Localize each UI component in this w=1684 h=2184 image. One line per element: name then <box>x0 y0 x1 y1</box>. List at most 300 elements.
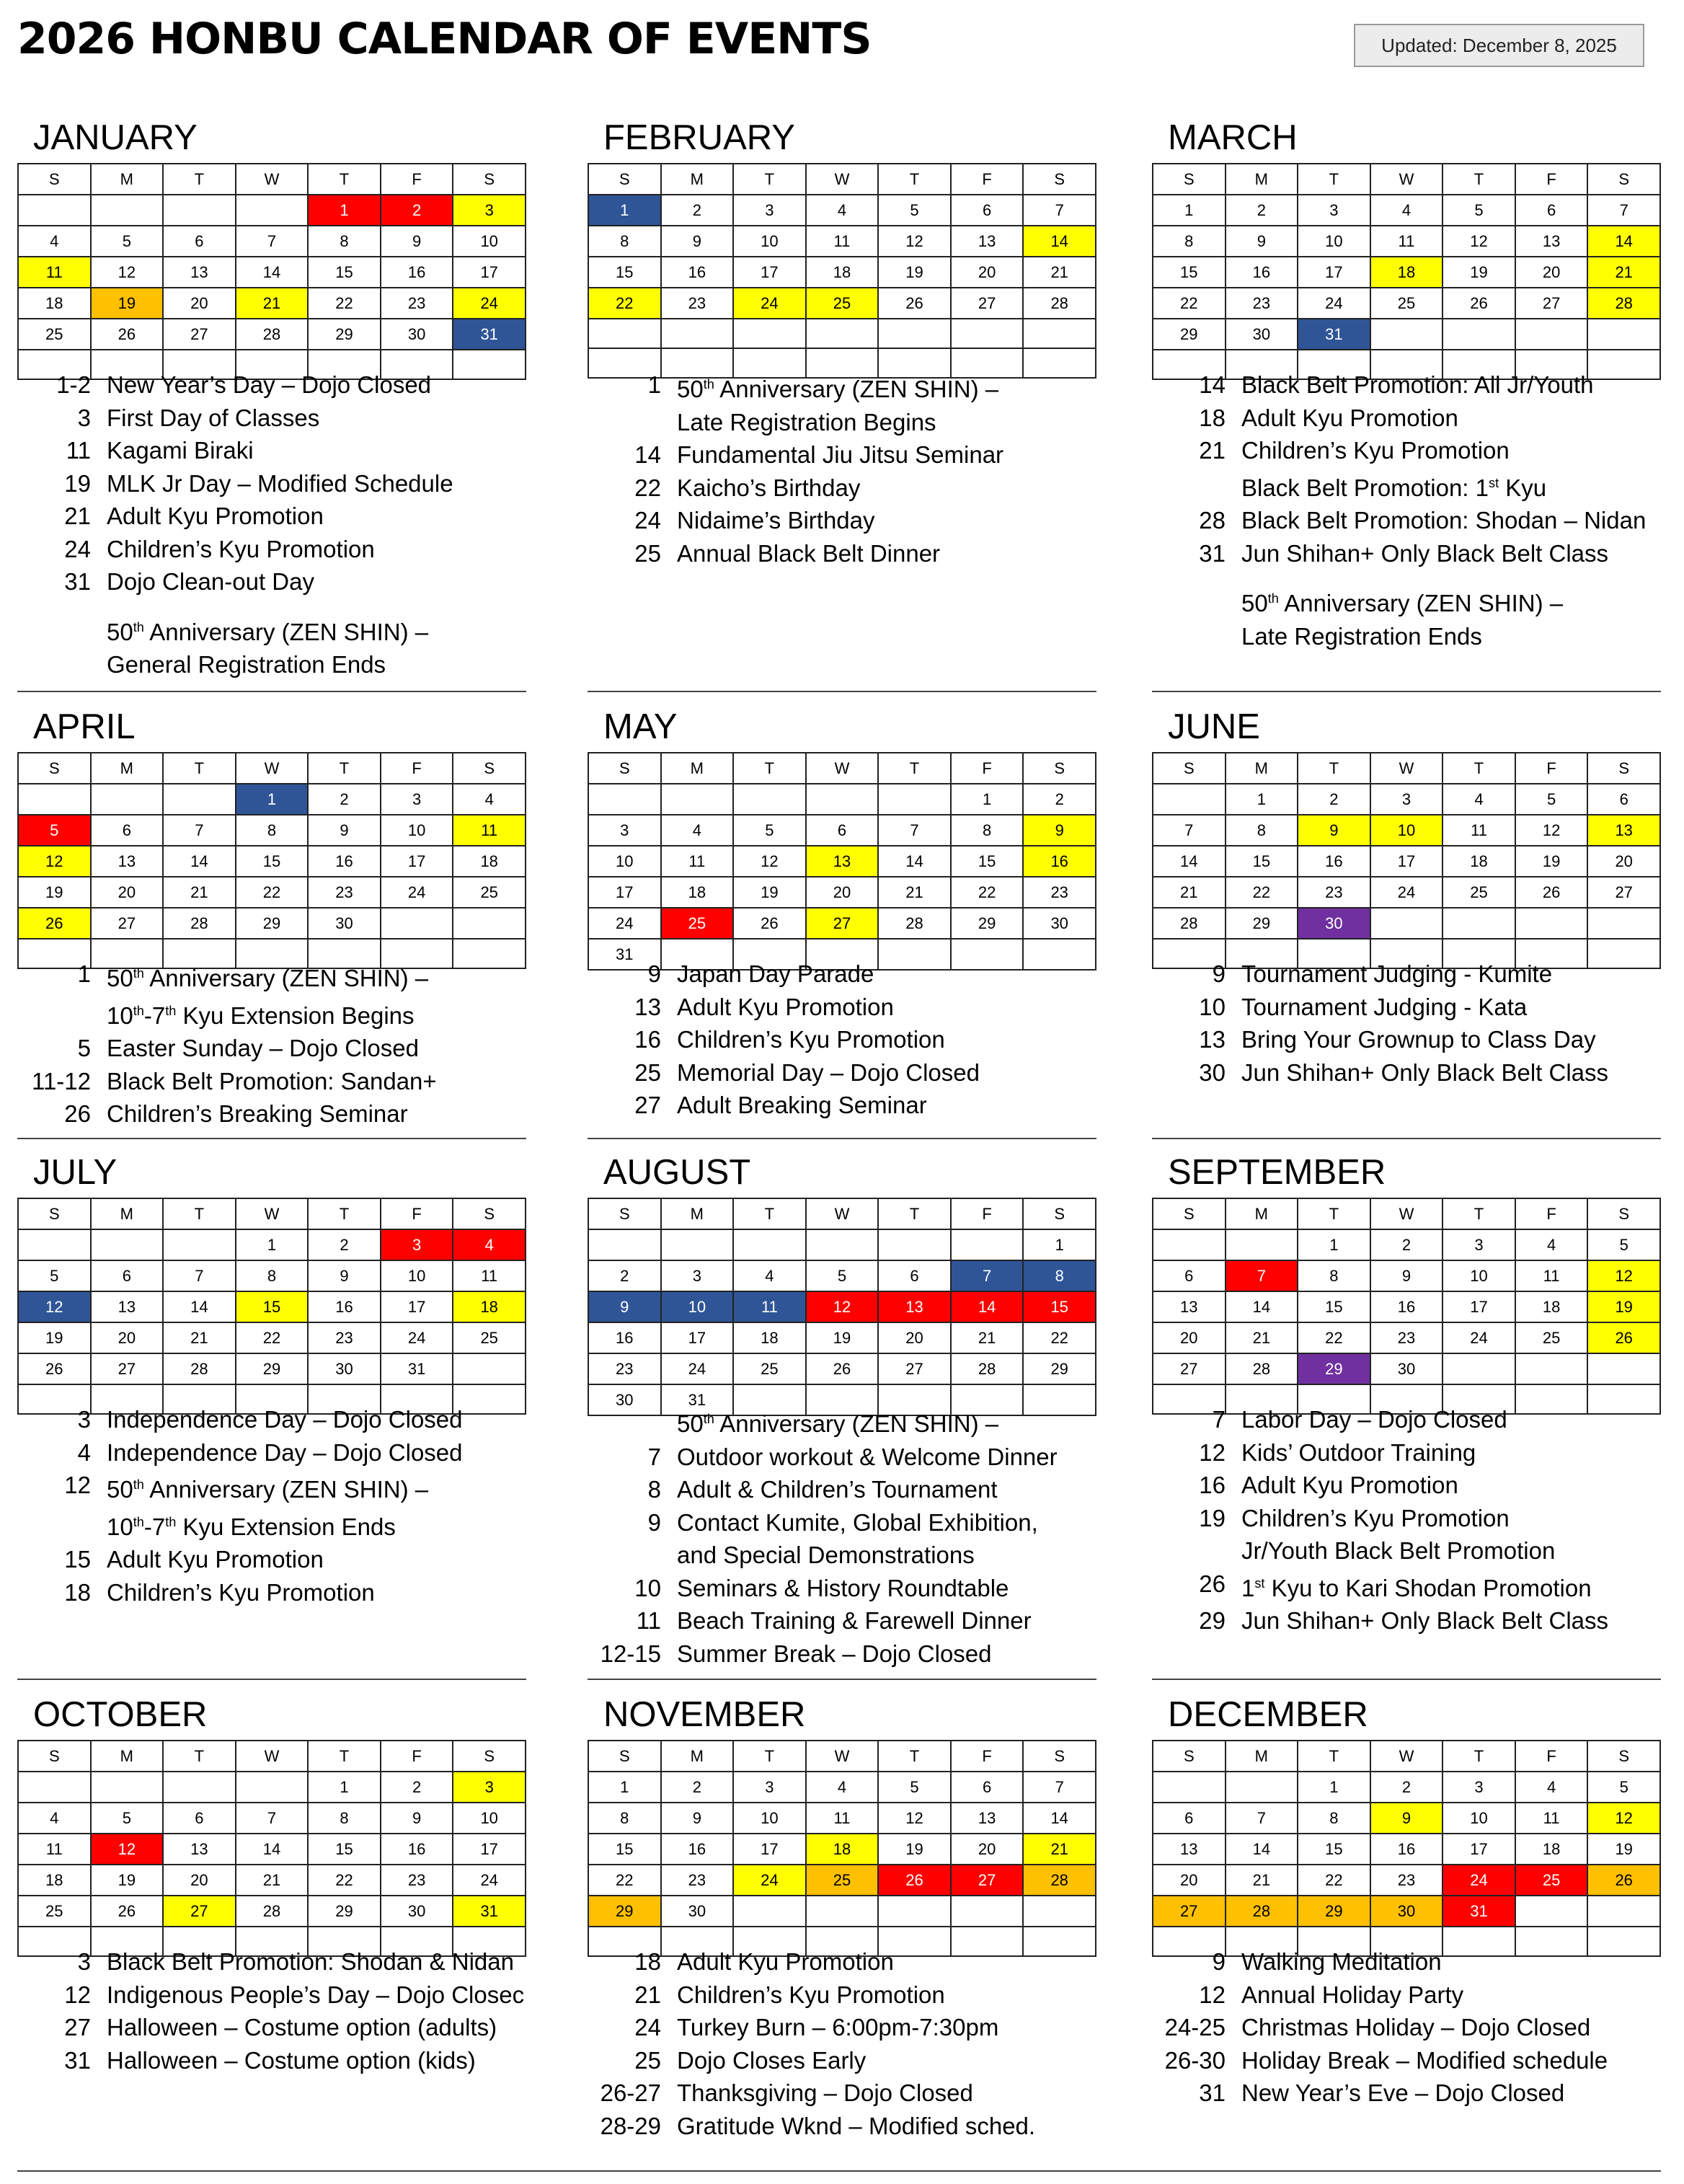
weekday-header: F <box>381 1741 453 1772</box>
event-text: Tournament Judging - Kata <box>1241 993 1528 1020</box>
weekday-header: M <box>661 1198 734 1229</box>
day-cell: 30 <box>1370 1353 1443 1384</box>
day-cell: 13 <box>1153 1834 1226 1865</box>
day-cell: 13 <box>91 846 164 877</box>
event-text: Turkey Burn – 6:00pm-7:30pm <box>677 2014 999 2041</box>
day-cell: 28 <box>1226 1896 1298 1927</box>
page-bottom-divider <box>17 2170 1661 2172</box>
day-cell: 25 <box>806 1865 879 1896</box>
day-cell: 30 <box>308 908 381 939</box>
day-cell: 27 <box>91 908 164 939</box>
event-text: and Special Demonstrations <box>677 1542 975 1568</box>
event-item <box>17 1543 526 1576</box>
day-cell: 21 <box>236 1865 309 1896</box>
weekday-header: F <box>951 753 1024 784</box>
day-cell: 7 <box>878 815 951 846</box>
weekday-header: T <box>163 164 236 195</box>
day-cell: 21 <box>951 1322 1024 1353</box>
day-cell: 11 <box>1515 1260 1588 1291</box>
day-cell: 19 <box>878 257 951 288</box>
day-cell: 21 <box>236 288 309 319</box>
event-date: 28-29 <box>600 2112 661 2139</box>
day-cell: 1 <box>236 1229 309 1260</box>
day-cell: 4 <box>806 1772 879 1803</box>
empty-day-cell <box>1587 908 1660 939</box>
weekday-header: M <box>91 164 164 195</box>
event-date <box>17 1506 107 1544</box>
day-cell: 25 <box>18 1896 91 1927</box>
day-cell: 27 <box>163 319 236 350</box>
day-cell: 14 <box>163 1291 236 1322</box>
event-date: 12 <box>64 1981 91 2008</box>
day-cell: 25 <box>18 319 91 350</box>
day-cell: 16 <box>1226 257 1298 288</box>
event-date: 24 <box>634 2014 661 2041</box>
event-item <box>588 1403 1096 1441</box>
event-text: 50th Anniversary (ZEN SHIN) – <box>677 1410 999 1437</box>
day-cell: 7 <box>951 1260 1024 1291</box>
section-divider <box>1152 1679 1661 1680</box>
event-text: Children’s Kyu Promotion <box>107 535 375 562</box>
day-cell: 6 <box>878 1260 951 1291</box>
event-item <box>1152 504 1661 537</box>
day-cell: 23 <box>1226 288 1298 319</box>
day-cell: 3 <box>381 784 453 815</box>
event-text: New Year’s Day – Dojo Closed <box>107 371 432 398</box>
event-item <box>588 1441 1096 1474</box>
month-calendar <box>588 752 1096 971</box>
event-text: Dojo Closes Early <box>677 2046 867 2074</box>
weekday-header: M <box>1226 1198 1298 1229</box>
day-cell: 19 <box>91 1865 164 1896</box>
day-cell: 17 <box>1443 1834 1515 1865</box>
event-date: 24-25 <box>1164 2014 1226 2041</box>
empty-day-cell <box>806 784 879 815</box>
empty-day-cell <box>1023 319 1096 348</box>
day-cell: 13 <box>1153 1291 1226 1322</box>
weekday-header: T <box>163 1741 236 1772</box>
month-calendar <box>1152 1198 1661 1415</box>
event-text: Adult & Children’s Tournament <box>677 1476 998 1503</box>
day-cell: 21 <box>1587 257 1660 288</box>
event-item <box>1152 991 1661 1024</box>
event-list <box>1152 1945 1661 2110</box>
empty-day-cell <box>951 1229 1024 1260</box>
event-item <box>17 1945 526 1979</box>
day-cell: 11 <box>18 257 91 288</box>
day-cell: 17 <box>588 877 661 908</box>
empty-day-cell <box>1370 319 1443 350</box>
day-cell: 22 <box>1298 1322 1370 1353</box>
day-cell: 12 <box>878 1803 951 1834</box>
empty-day-cell <box>1153 1229 1226 1260</box>
weekday-header: S <box>453 164 526 195</box>
event-item <box>17 611 526 649</box>
month-name: DECEMBER <box>1168 1695 1368 1734</box>
empty-day-cell <box>1153 1772 1226 1803</box>
day-cell: 2 <box>1226 195 1298 226</box>
day-cell: 20 <box>1515 257 1588 288</box>
day-cell: 15 <box>308 1834 381 1865</box>
day-cell: 22 <box>308 288 381 319</box>
day-cell: 12 <box>91 1834 164 1865</box>
empty-day-cell <box>381 908 453 939</box>
day-cell: 9 <box>661 226 734 257</box>
event-date <box>588 1403 677 1441</box>
event-item <box>17 434 526 467</box>
day-cell: 26 <box>91 319 164 350</box>
day-cell: 27 <box>951 1865 1024 1896</box>
day-cell: 3 <box>453 195 526 226</box>
day-cell: 11 <box>453 815 526 846</box>
event-date: 16 <box>634 1026 661 1053</box>
day-cell: 2 <box>1370 1229 1443 1260</box>
empty-day-cell <box>588 319 661 348</box>
weekday-header: F <box>1515 1198 1588 1229</box>
empty-day-cell <box>236 195 309 226</box>
event-text: 50th Anniversary (ZEN SHIN) – <box>107 965 429 991</box>
day-cell: 18 <box>1443 846 1515 877</box>
event-date: 21 <box>634 1981 661 2008</box>
day-cell: 1 <box>1298 1229 1370 1260</box>
empty-day-cell <box>661 319 734 348</box>
month-calendar <box>1152 752 1661 969</box>
event-date: 31 <box>64 568 91 595</box>
event-item <box>17 1436 526 1469</box>
day-cell: 6 <box>1153 1803 1226 1834</box>
day-cell: 17 <box>381 1291 453 1322</box>
weekday-header: W <box>1370 164 1443 195</box>
day-cell: 28 <box>951 1353 1024 1384</box>
weekday-header: S <box>1153 753 1226 784</box>
event-list <box>17 958 526 1131</box>
day-cell: 20 <box>951 1834 1024 1865</box>
event-date: 9 <box>647 960 661 987</box>
day-cell: 29 <box>1298 1896 1370 1927</box>
day-cell: 18 <box>18 288 91 319</box>
event-item <box>588 504 1096 537</box>
month-calendar <box>588 1198 1096 1416</box>
event-item <box>17 1576 526 1609</box>
weekday-header: S <box>453 1741 526 1772</box>
event-item <box>17 958 526 995</box>
event-item <box>588 1637 1096 1671</box>
event-item <box>17 500 526 533</box>
day-cell: 9 <box>1370 1260 1443 1291</box>
event-item <box>17 368 526 402</box>
empty-day-cell <box>1515 908 1588 939</box>
weekday-header: S <box>453 1198 526 1229</box>
day-cell: 8 <box>588 226 661 257</box>
day-cell: 18 <box>806 1834 879 1865</box>
day-cell: 26 <box>91 1896 164 1927</box>
event-item <box>17 1403 526 1436</box>
day-cell: 16 <box>381 257 453 288</box>
section-divider <box>1152 691 1661 692</box>
day-cell: 19 <box>806 1322 879 1353</box>
event-text: Dojo Clean-out Day <box>107 568 314 595</box>
day-cell: 2 <box>1023 784 1096 815</box>
event-text: Late Registration Ends <box>1241 622 1482 650</box>
weekday-header: T <box>878 164 951 195</box>
month-calendar <box>17 163 526 380</box>
weekday-header: M <box>661 753 734 784</box>
month-calendar <box>17 1198 526 1415</box>
day-cell: 1 <box>1153 195 1226 226</box>
event-item <box>588 2011 1096 2044</box>
day-cell: 2 <box>381 1772 453 1803</box>
day-cell: 22 <box>236 877 309 908</box>
day-cell: 11 <box>661 846 734 877</box>
weekday-header: F <box>381 753 453 784</box>
day-cell: 24 <box>733 1865 806 1896</box>
day-cell: 27 <box>163 1896 236 1927</box>
event-item <box>588 1945 1096 1979</box>
event-date: 9 <box>1212 1948 1226 1975</box>
day-cell: 12 <box>18 846 91 877</box>
event-item <box>1152 2011 1661 2044</box>
weekday-header: S <box>453 753 526 784</box>
event-text: Tournament Judging - Kumite <box>1241 960 1553 987</box>
month-calendar <box>1152 1740 1661 1957</box>
day-cell: 17 <box>1443 1291 1515 1322</box>
weekday-header: S <box>18 164 91 195</box>
month-name: MAY <box>603 707 678 746</box>
event-text: Halloween – Costume option (kids) <box>107 2046 476 2074</box>
event-date: 9 <box>647 1508 661 1536</box>
event-date: 18 <box>64 1578 91 1606</box>
weekday-header: M <box>91 1198 164 1229</box>
day-cell: 11 <box>1515 1803 1588 1834</box>
day-cell: 14 <box>951 1291 1024 1322</box>
event-text: Independence Day – Dojo Closed <box>107 1438 463 1466</box>
weekday-header: S <box>588 1741 661 1772</box>
section-divider <box>588 1138 1096 1139</box>
day-cell: 1 <box>236 784 309 815</box>
empty-day-cell <box>806 319 879 348</box>
event-text: 50th Anniversary (ZEN SHIN) – <box>677 376 999 402</box>
day-cell: 12 <box>1443 226 1515 257</box>
day-cell: 12 <box>1587 1260 1660 1291</box>
day-cell: 3 <box>1298 195 1370 226</box>
day-cell: 28 <box>878 908 951 939</box>
event-item <box>1152 583 1661 620</box>
day-cell: 24 <box>381 1322 453 1353</box>
day-cell: 25 <box>806 288 879 319</box>
empty-day-cell <box>1515 1353 1588 1384</box>
day-cell: 24 <box>661 1353 734 1384</box>
event-item <box>17 995 526 1033</box>
weekday-header: W <box>1370 1198 1443 1229</box>
day-cell: 20 <box>1153 1865 1226 1896</box>
month-calendar <box>17 752 526 969</box>
empty-day-cell <box>806 1896 879 1927</box>
event-date: 19 <box>1199 1504 1226 1531</box>
event-item <box>1152 537 1661 570</box>
day-cell: 19 <box>1515 846 1588 877</box>
event-text: Fundamental Jiu Jitsu Seminar <box>677 441 1004 468</box>
event-date: 31 <box>1199 539 1226 567</box>
day-cell: 4 <box>661 815 734 846</box>
day-cell: 28 <box>1587 288 1660 319</box>
empty-day-cell <box>1153 784 1226 815</box>
event-item <box>1152 402 1661 435</box>
event-item <box>588 1473 1096 1506</box>
empty-day-cell <box>1023 1896 1096 1927</box>
day-cell: 16 <box>661 1834 734 1865</box>
empty-day-cell <box>733 319 806 348</box>
day-cell: 27 <box>91 1353 164 1384</box>
weekday-header: M <box>1226 164 1298 195</box>
day-cell: 28 <box>236 1896 309 1927</box>
month-name: OCTOBER <box>33 1695 208 1734</box>
event-date: 26-30 <box>1164 2046 1226 2074</box>
event-text: 50th Anniversary (ZEN SHIN) – <box>1241 590 1564 616</box>
day-cell: 10 <box>381 815 453 846</box>
event-text: Kaicho’s Birthday <box>677 474 861 501</box>
day-cell: 19 <box>18 1322 91 1353</box>
day-cell: 21 <box>1023 1834 1096 1865</box>
day-cell: 5 <box>806 1260 879 1291</box>
day-cell: 20 <box>806 877 879 908</box>
month-calendar <box>1152 163 1661 380</box>
event-item <box>588 537 1096 570</box>
event-date: 1-2 <box>56 371 91 398</box>
event-item <box>17 1032 526 1065</box>
event-date <box>1152 583 1241 620</box>
day-cell: 5 <box>1587 1229 1660 1260</box>
empty-day-cell <box>588 1229 661 1260</box>
day-cell: 20 <box>91 877 164 908</box>
day-cell: 17 <box>733 257 806 288</box>
weekday-header: F <box>1515 164 1588 195</box>
weekday-header: T <box>308 753 381 784</box>
day-cell: 16 <box>381 1834 453 1865</box>
weekday-header: T <box>1298 1198 1370 1229</box>
day-cell: 27 <box>1515 288 1588 319</box>
event-list <box>588 1945 1096 2142</box>
day-cell: 10 <box>661 1291 734 1322</box>
day-cell: 14 <box>1226 1291 1298 1322</box>
day-cell: 24 <box>1370 877 1443 908</box>
day-cell: 7 <box>163 1260 236 1291</box>
event-date: 7 <box>1212 1406 1226 1433</box>
weekday-header: M <box>661 1741 734 1772</box>
month-name: APRIL <box>33 707 136 746</box>
event-text: Adult Kyu Promotion <box>107 1546 324 1573</box>
day-cell: 5 <box>878 1772 951 1803</box>
event-date: 12-15 <box>600 1640 661 1667</box>
event-date: 31 <box>64 2046 91 2074</box>
weekday-header: W <box>236 164 309 195</box>
event-item <box>1152 467 1661 505</box>
event-text: Children’s Kyu Promotion <box>677 1026 945 1053</box>
month-name: NOVEMBER <box>603 1695 806 1734</box>
day-cell: 11 <box>1370 226 1443 257</box>
empty-day-cell <box>951 319 1024 348</box>
empty-day-cell <box>588 784 661 815</box>
empty-day-cell <box>733 1896 806 1927</box>
day-cell: 29 <box>1298 1353 1370 1384</box>
weekday-header: T <box>163 1198 236 1229</box>
event-item <box>1152 2044 1661 2077</box>
day-cell: 25 <box>1515 1865 1588 1896</box>
event-text: Children’s Breaking Seminar <box>107 1100 408 1127</box>
event-item <box>17 1469 526 1506</box>
day-cell: 6 <box>163 1803 236 1834</box>
event-date: 5 <box>77 1035 91 1061</box>
day-cell: 8 <box>308 1803 381 1834</box>
event-date: 12 <box>64 1472 91 1498</box>
day-cell: 26 <box>1443 288 1515 319</box>
event-date: 3 <box>77 1406 91 1433</box>
event-text: Annual Holiday Party <box>1241 1981 1464 2008</box>
day-cell: 4 <box>453 784 526 815</box>
weekday-header: F <box>1515 753 1588 784</box>
day-cell: 18 <box>1370 257 1443 288</box>
event-item <box>1152 958 1661 991</box>
day-cell: 14 <box>1023 1803 1096 1834</box>
day-cell: 21 <box>878 877 951 908</box>
day-cell: 2 <box>1298 784 1370 815</box>
weekday-header: S <box>588 1198 661 1229</box>
day-cell: 6 <box>951 1772 1024 1803</box>
empty-day-cell <box>453 1353 526 1384</box>
day-cell: 2 <box>1370 1772 1443 1803</box>
day-cell: 18 <box>18 1865 91 1896</box>
event-date: 14 <box>634 441 661 468</box>
event-item <box>17 1506 526 1544</box>
day-cell: 2 <box>308 784 381 815</box>
weekday-header: T <box>733 1198 806 1229</box>
event-date: 3 <box>77 1948 91 1975</box>
day-cell: 29 <box>308 319 381 350</box>
event-date <box>588 1539 677 1572</box>
event-list <box>588 368 1096 570</box>
month-name: JANUARY <box>33 118 198 157</box>
event-date <box>588 406 677 439</box>
event-date: 18 <box>1199 404 1226 431</box>
event-list <box>17 1945 526 2077</box>
day-cell: 13 <box>951 1803 1024 1834</box>
empty-day-cell <box>18 1229 91 1260</box>
event-item <box>1152 434 1661 467</box>
day-cell: 31 <box>661 1384 734 1415</box>
day-cell: 10 <box>733 226 806 257</box>
empty-day-cell <box>91 1229 164 1260</box>
day-cell: 10 <box>453 1803 526 1834</box>
event-item <box>17 1979 526 2012</box>
event-date: 24 <box>634 507 661 534</box>
event-item <box>1152 2077 1661 2110</box>
month-calendar <box>17 1740 526 1957</box>
day-cell: 15 <box>236 846 309 877</box>
event-list <box>1152 1403 1661 1637</box>
day-cell: 20 <box>91 1322 164 1353</box>
day-cell: 5 <box>1443 195 1515 226</box>
day-cell: 8 <box>951 815 1024 846</box>
day-cell: 17 <box>453 257 526 288</box>
event-text: MLK Jr Day – Modified Schedule <box>107 469 453 497</box>
day-cell: 13 <box>163 257 236 288</box>
weekday-header: W <box>806 1741 879 1772</box>
weekday-header: S <box>1023 753 1096 784</box>
day-cell: 17 <box>381 846 453 877</box>
day-cell: 11 <box>1443 815 1515 846</box>
day-cell: 22 <box>588 288 661 319</box>
empty-day-cell <box>951 1896 1024 1927</box>
month-name: FEBRUARY <box>603 118 795 157</box>
